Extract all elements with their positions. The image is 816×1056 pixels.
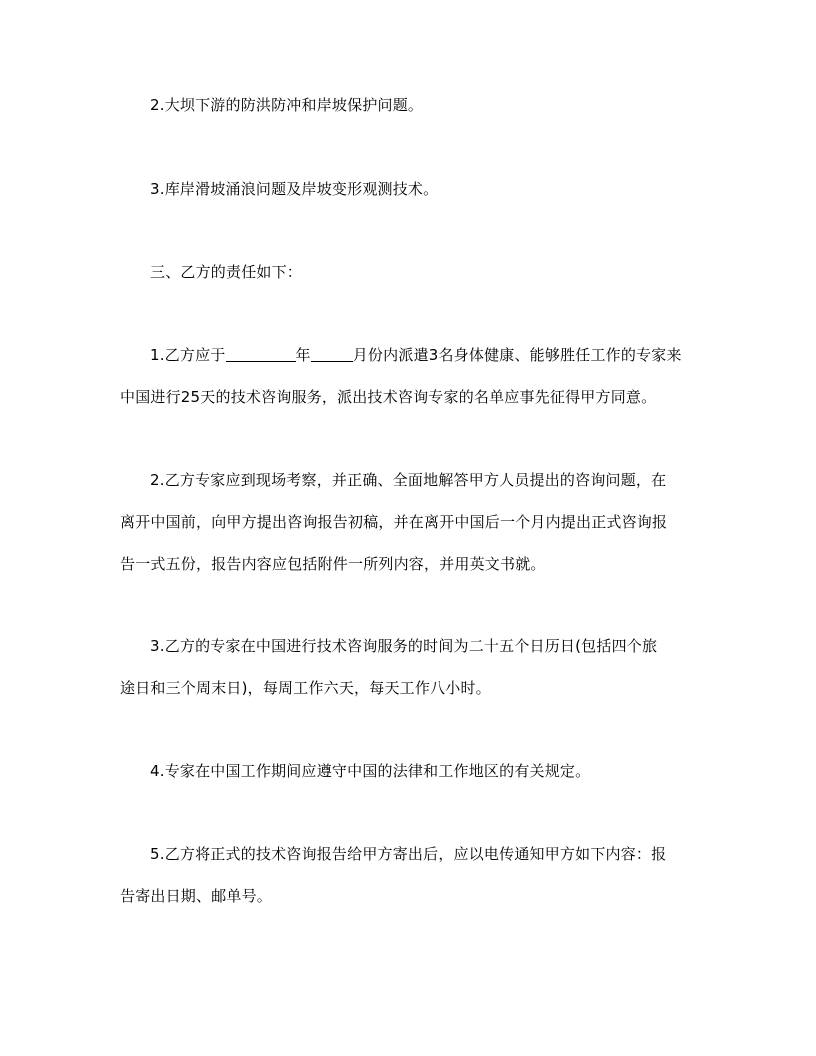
- paragraph-line: 告一式五份，报告内容应包括附件一所列内容，并用英文书就。: [120, 555, 546, 573]
- paragraph-b3-service-duration: [120, 625, 700, 709]
- paragraph-line: 途日和三个周末日)，每周工作六天，每天工作八小时。: [120, 679, 491, 697]
- paragraph-b2-site-inspection: [120, 459, 700, 585]
- paragraph-line: 4.专家在中国工作期间应遵守中国的法律和工作地区的有关规定。: [150, 762, 591, 780]
- paragraph-b5-report-notification: [120, 833, 700, 917]
- paragraph-line: 2.大坝下游的防洪防冲和岸坡保护问题。: [150, 96, 424, 114]
- paragraph-line: 告寄出日期、邮单号。: [120, 887, 273, 905]
- paragraph-line: 中国进行25天的技术咨询服务，派出技术咨询专家的名单应事先征得甲方同意。: [120, 388, 657, 406]
- paragraph-b1-dispatch-experts: [120, 334, 700, 418]
- paragraph-line: 3.乙方的专家在中国进行技术咨询服务的时间为二十五个日历日(包括四个旅: [150, 637, 658, 655]
- paragraph-item-3-reservoir-landslide: [120, 168, 700, 210]
- paragraph-line: 2.乙方专家应到现场考察，并正确、全面地解答甲方人员提出的咨询问题，在: [150, 471, 667, 489]
- paragraph-line: 3.库岸滑坡涌浪问题及岸坡变形观测技术。: [150, 180, 439, 198]
- text-segment: 月份内派遣3名身体健康、能够胜任工作的专家来: [352, 346, 682, 364]
- paragraph-line: 离开中国前，向甲方提出咨询报告初稿，并在离开中国后一个月内提出正式咨询报: [120, 513, 668, 531]
- year-blank: [226, 345, 296, 362]
- text-segment: 年: [295, 346, 311, 364]
- section-heading-text: 三、乙方的责任如下：: [150, 263, 303, 281]
- month-blank: [311, 345, 353, 362]
- section-heading-party-b-responsibilities: [120, 251, 700, 293]
- text-segment: 1.乙方应于: [150, 346, 226, 364]
- paragraph-b4-observe-laws: [120, 750, 700, 792]
- paragraph-item-2-dam-downstream: [120, 84, 700, 126]
- paragraph-line: 5.乙方将正式的技术咨询报告给甲方寄出后，应以电传通知甲方如下内容：报: [150, 845, 667, 863]
- paragraph-line: [120, 334, 700, 376]
